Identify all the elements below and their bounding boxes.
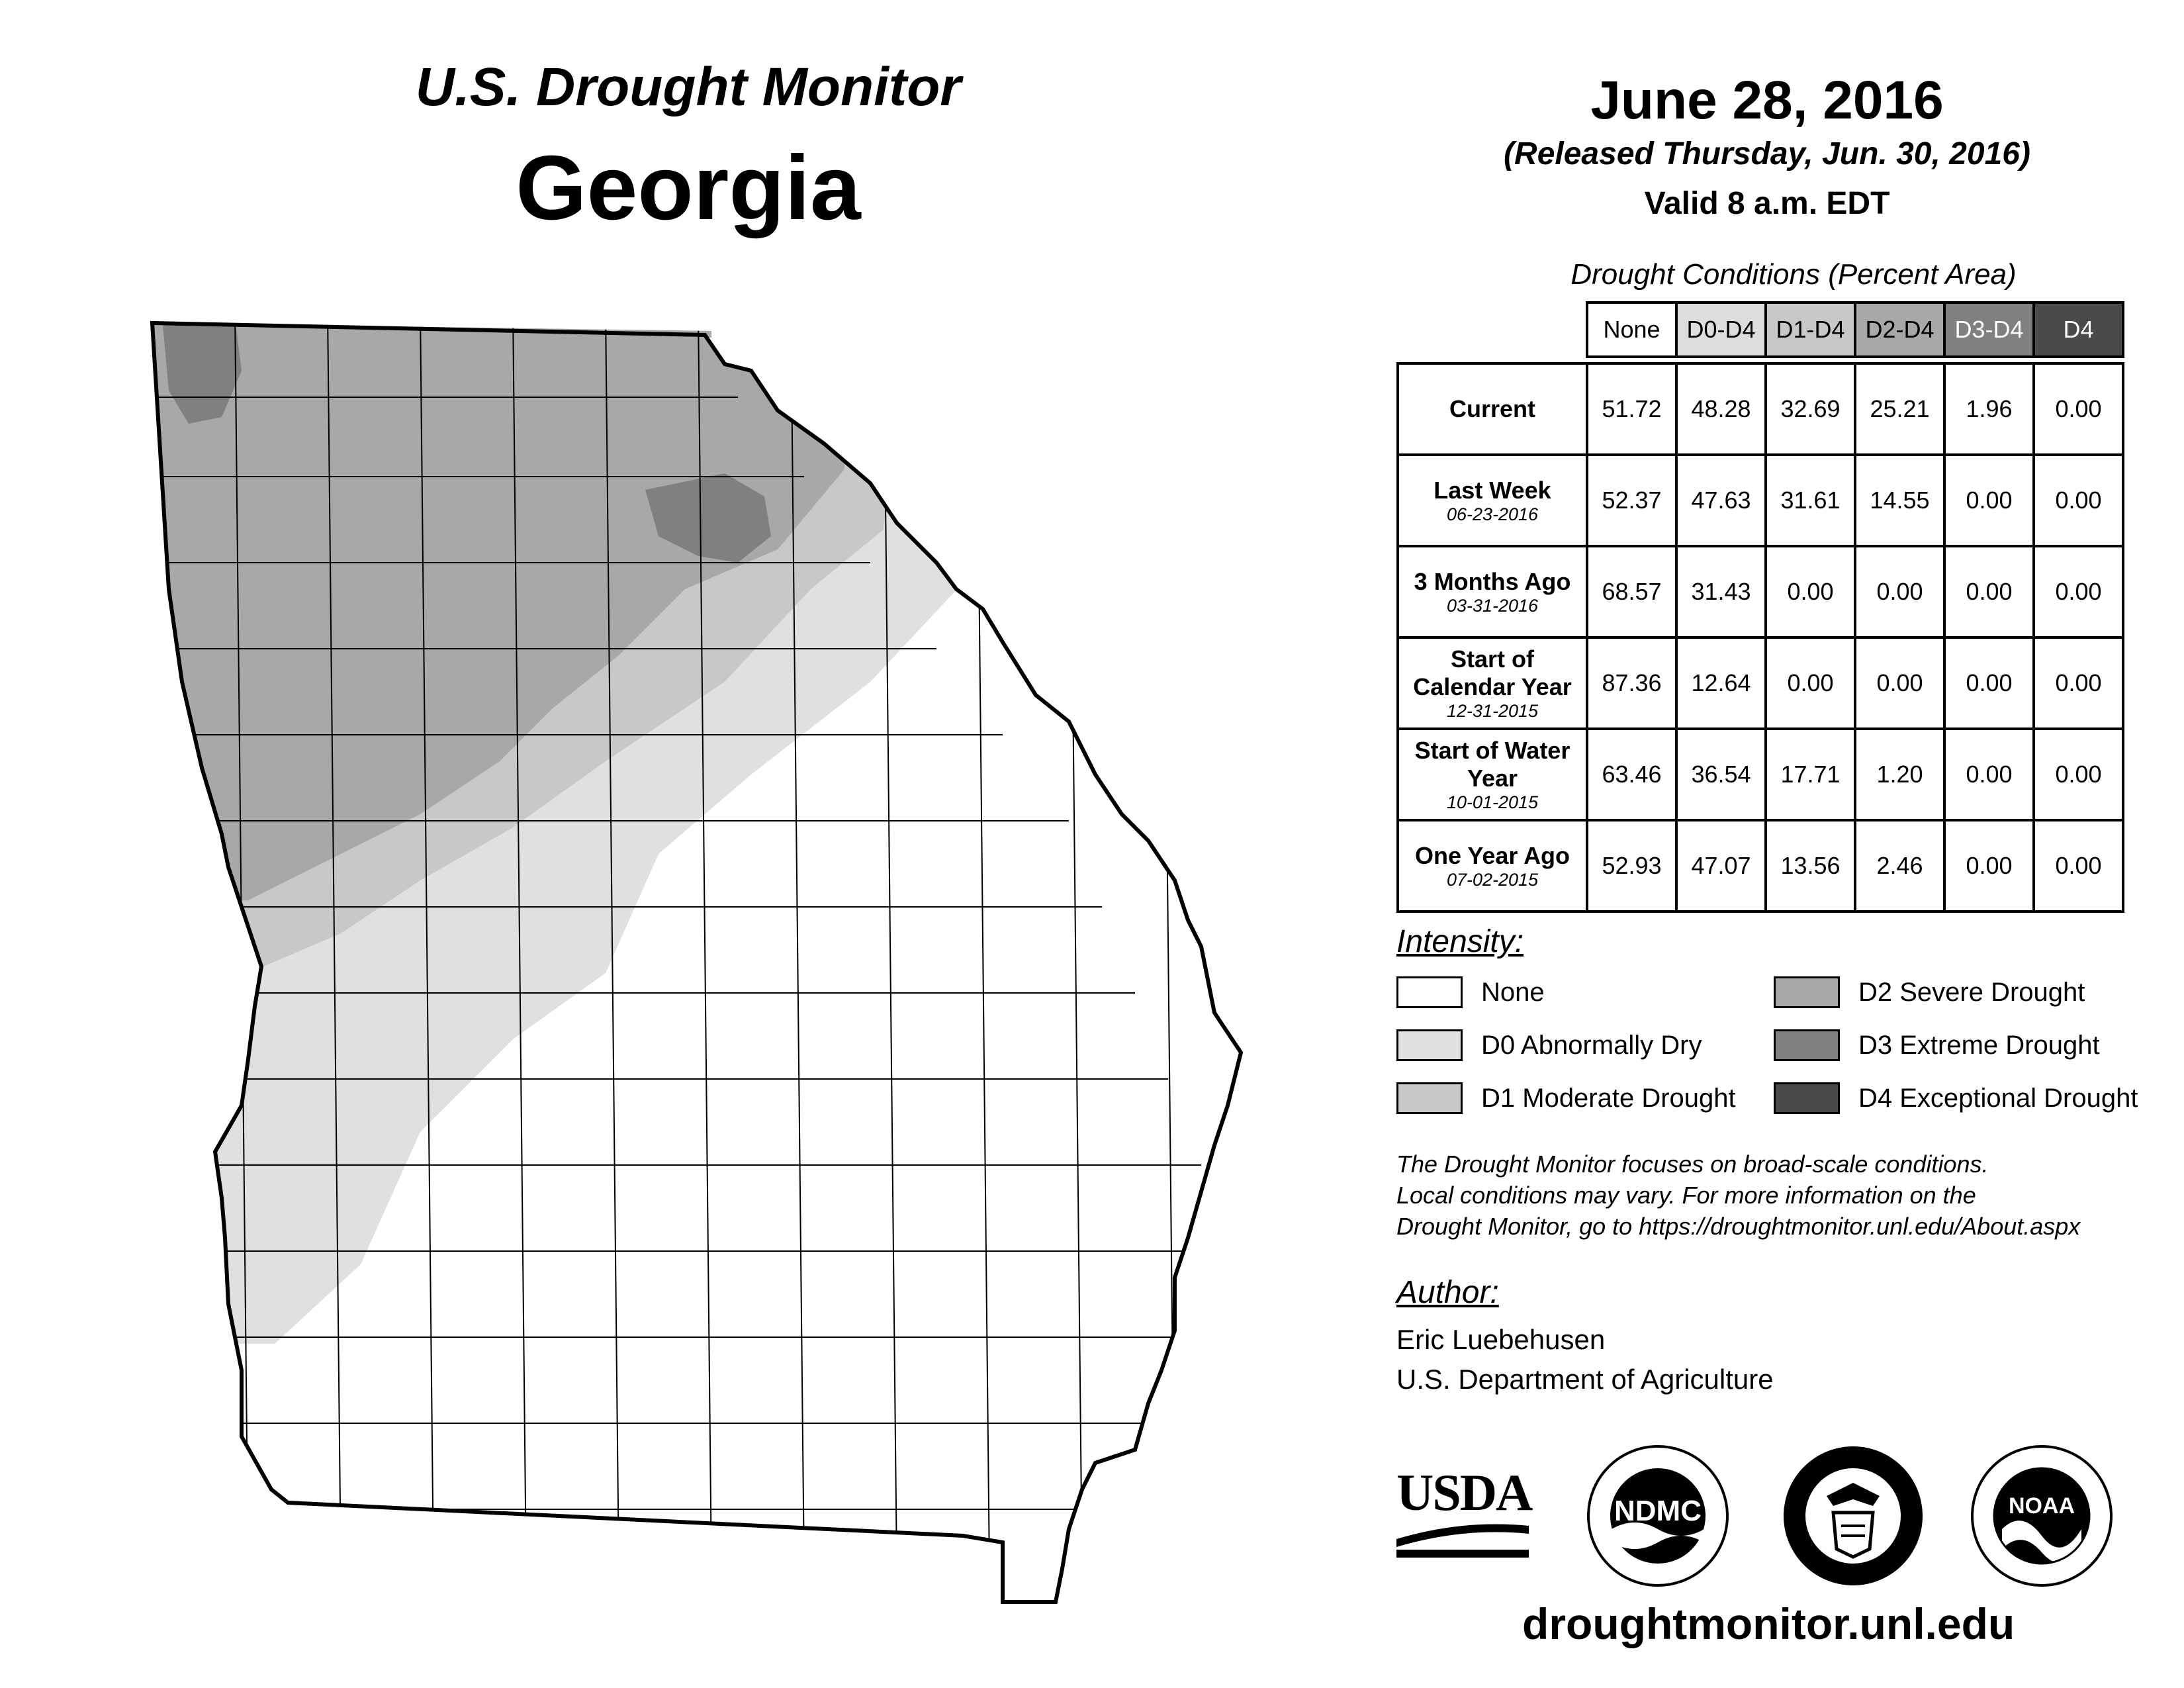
table-cell: 0.00 xyxy=(1855,546,1944,637)
table-cell: 31.61 xyxy=(1766,455,1855,546)
table-row xyxy=(1398,546,2123,637)
table-cell: 0.00 xyxy=(2034,729,2123,820)
row-label-text: 3 Months Ago xyxy=(1414,567,1571,595)
row-label-date: 03-31-2016 xyxy=(1446,595,1539,616)
row-label xyxy=(1398,729,1587,820)
row-label xyxy=(1398,820,1587,912)
row-label-date: 12-31-2015 xyxy=(1446,700,1539,721)
header-blank xyxy=(1398,303,1587,357)
table-cell: 25.21 xyxy=(1855,363,1944,455)
row-label xyxy=(1398,363,1587,455)
usda-swoosh-icon xyxy=(1396,1519,1529,1559)
state-title: Georgia xyxy=(516,137,861,239)
table-cell: 32.69 xyxy=(1766,363,1855,455)
legend-swatch xyxy=(1774,1029,1840,1061)
note-line: Local conditions may vary. For more information on the xyxy=(1396,1182,1976,1209)
table-cell: 52.93 xyxy=(1587,820,1676,912)
table-cell: 0.00 xyxy=(1944,729,2034,820)
note-line: Drought Monitor, go to https://droughtmonitor.unl.edu/About.aspx xyxy=(1396,1213,2081,1240)
usda-logo xyxy=(1396,1464,1532,1559)
legend-swatch xyxy=(1396,1029,1463,1061)
table-cell: 68.57 xyxy=(1587,546,1676,637)
header-d4: D4 xyxy=(2034,303,2123,357)
table-cell: 2.46 xyxy=(1855,820,1944,912)
ndmc-logo xyxy=(1585,1443,1731,1589)
row-label-text: Current xyxy=(1449,395,1535,422)
table-cell: 1.20 xyxy=(1855,729,1944,820)
row-label-date: 06-23-2016 xyxy=(1446,504,1539,524)
row-label-text: Start of Calendar Year xyxy=(1413,645,1572,700)
legend-d1 xyxy=(1396,1082,1736,1114)
legend-label: D2 Severe Drought xyxy=(1858,977,2085,1007)
usda-logo-text: USDA xyxy=(1396,1464,1532,1521)
table-cell: 47.63 xyxy=(1676,455,1766,546)
table-cell: 0.00 xyxy=(1766,546,1855,637)
table-cell: 0.00 xyxy=(1855,637,1944,729)
legend-swatch xyxy=(1774,1082,1840,1114)
table-cell: 0.00 xyxy=(1944,455,2034,546)
table-cell: 14.55 xyxy=(1855,455,1944,546)
table-row xyxy=(1398,363,2123,455)
table-cell: 48.28 xyxy=(1676,363,1766,455)
author-org: U.S. Department of Agriculture xyxy=(1396,1364,1774,1395)
map-subtitle: U.S. Drought Monitor xyxy=(415,57,962,117)
table-row xyxy=(1398,637,2123,729)
table-caption: Drought Conditions (Percent Area) xyxy=(1570,258,2017,291)
legend-swatch xyxy=(1774,976,1840,1008)
legend-label: D1 Moderate Drought xyxy=(1481,1083,1736,1113)
noaa-logo-text: NOAA xyxy=(2008,1493,2075,1519)
row-label xyxy=(1398,546,1587,637)
legend-label: D4 Exceptional Drought xyxy=(1858,1083,2138,1113)
table-cell: 12.64 xyxy=(1676,637,1766,729)
table-cell: 17.71 xyxy=(1766,729,1855,820)
header-d3-d4: D3-D4 xyxy=(1944,303,2034,357)
row-label-date: 10-01-2015 xyxy=(1446,792,1539,812)
legend-label: D0 Abnormally Dry xyxy=(1481,1030,1702,1060)
legend-d3 xyxy=(1774,1029,2100,1061)
author-title: Author: xyxy=(1396,1275,1499,1310)
legend-d4 xyxy=(1774,1082,2138,1114)
table-cell: 31.43 xyxy=(1676,546,1766,637)
legend-label: D3 Extreme Drought xyxy=(1858,1030,2100,1060)
row-label-text: Last Week xyxy=(1433,476,1551,504)
row-label xyxy=(1398,637,1587,729)
note-line: The Drought Monitor focuses on broad-scale conditions. xyxy=(1396,1150,1989,1178)
table-cell: 0.00 xyxy=(2034,820,2123,912)
legend-label: None xyxy=(1481,977,1545,1007)
commerce-logo xyxy=(1780,1443,1926,1589)
legend-swatch xyxy=(1396,976,1463,1008)
author-name: Eric Luebehusen xyxy=(1396,1324,1606,1355)
map-date: June 28, 2016 xyxy=(1590,70,1944,130)
row-label-text: One Year Ago xyxy=(1414,841,1570,869)
table-cell: 0.00 xyxy=(2034,637,2123,729)
table-cell: 0.00 xyxy=(1944,820,2034,912)
table-cell: 87.36 xyxy=(1587,637,1676,729)
table-cell: 63.46 xyxy=(1587,729,1676,820)
commerce-seal-icon xyxy=(1780,1443,1926,1589)
noaa-logo xyxy=(1969,1443,2115,1589)
table-cell: 51.72 xyxy=(1587,363,1676,455)
table-row xyxy=(1398,729,2123,820)
table-cell: 52.37 xyxy=(1587,455,1676,546)
table-cell: 13.56 xyxy=(1766,820,1855,912)
georgia-drought-map xyxy=(142,311,1248,1622)
table-cell: 0.00 xyxy=(1766,637,1855,729)
row-label-text: Start of Water Year xyxy=(1414,736,1570,792)
legend-swatch xyxy=(1396,1082,1463,1114)
table-cell: 36.54 xyxy=(1676,729,1766,820)
release-date: (Released Thursday, Jun. 30, 2016) xyxy=(1504,136,2030,171)
table-row xyxy=(1398,820,2123,912)
footer-url: droughtmonitor.unl.edu xyxy=(1522,1599,2015,1648)
drought-table xyxy=(1396,301,2124,913)
legend-d0 xyxy=(1396,1029,1702,1061)
disclaimer-note xyxy=(1396,1149,2171,1242)
header-none: None xyxy=(1587,303,1676,357)
header-d0-d4: D0-D4 xyxy=(1676,303,1766,357)
row-label-date: 07-02-2015 xyxy=(1446,869,1539,890)
ndmc-logo-text: NDMC xyxy=(1614,1495,1702,1527)
legend-d2 xyxy=(1774,976,2085,1008)
table-cell: 0.00 xyxy=(1944,637,2034,729)
intensity-title: Intensity: xyxy=(1396,924,1524,959)
table-cell: 0.00 xyxy=(1944,546,2034,637)
valid-time: Valid 8 a.m. EDT xyxy=(1644,186,1890,221)
row-label xyxy=(1398,455,1587,546)
legend-none xyxy=(1396,976,1545,1008)
header-d2-d4: D2-D4 xyxy=(1855,303,1944,357)
table-cell: 0.00 xyxy=(2034,363,2123,455)
table-cell: 0.00 xyxy=(2034,455,2123,546)
table-cell: 0.00 xyxy=(2034,546,2123,637)
table-cell: 1.96 xyxy=(1944,363,2034,455)
table-cell: 47.07 xyxy=(1676,820,1766,912)
header-d1-d4: D1-D4 xyxy=(1766,303,1855,357)
table-row xyxy=(1398,455,2123,546)
